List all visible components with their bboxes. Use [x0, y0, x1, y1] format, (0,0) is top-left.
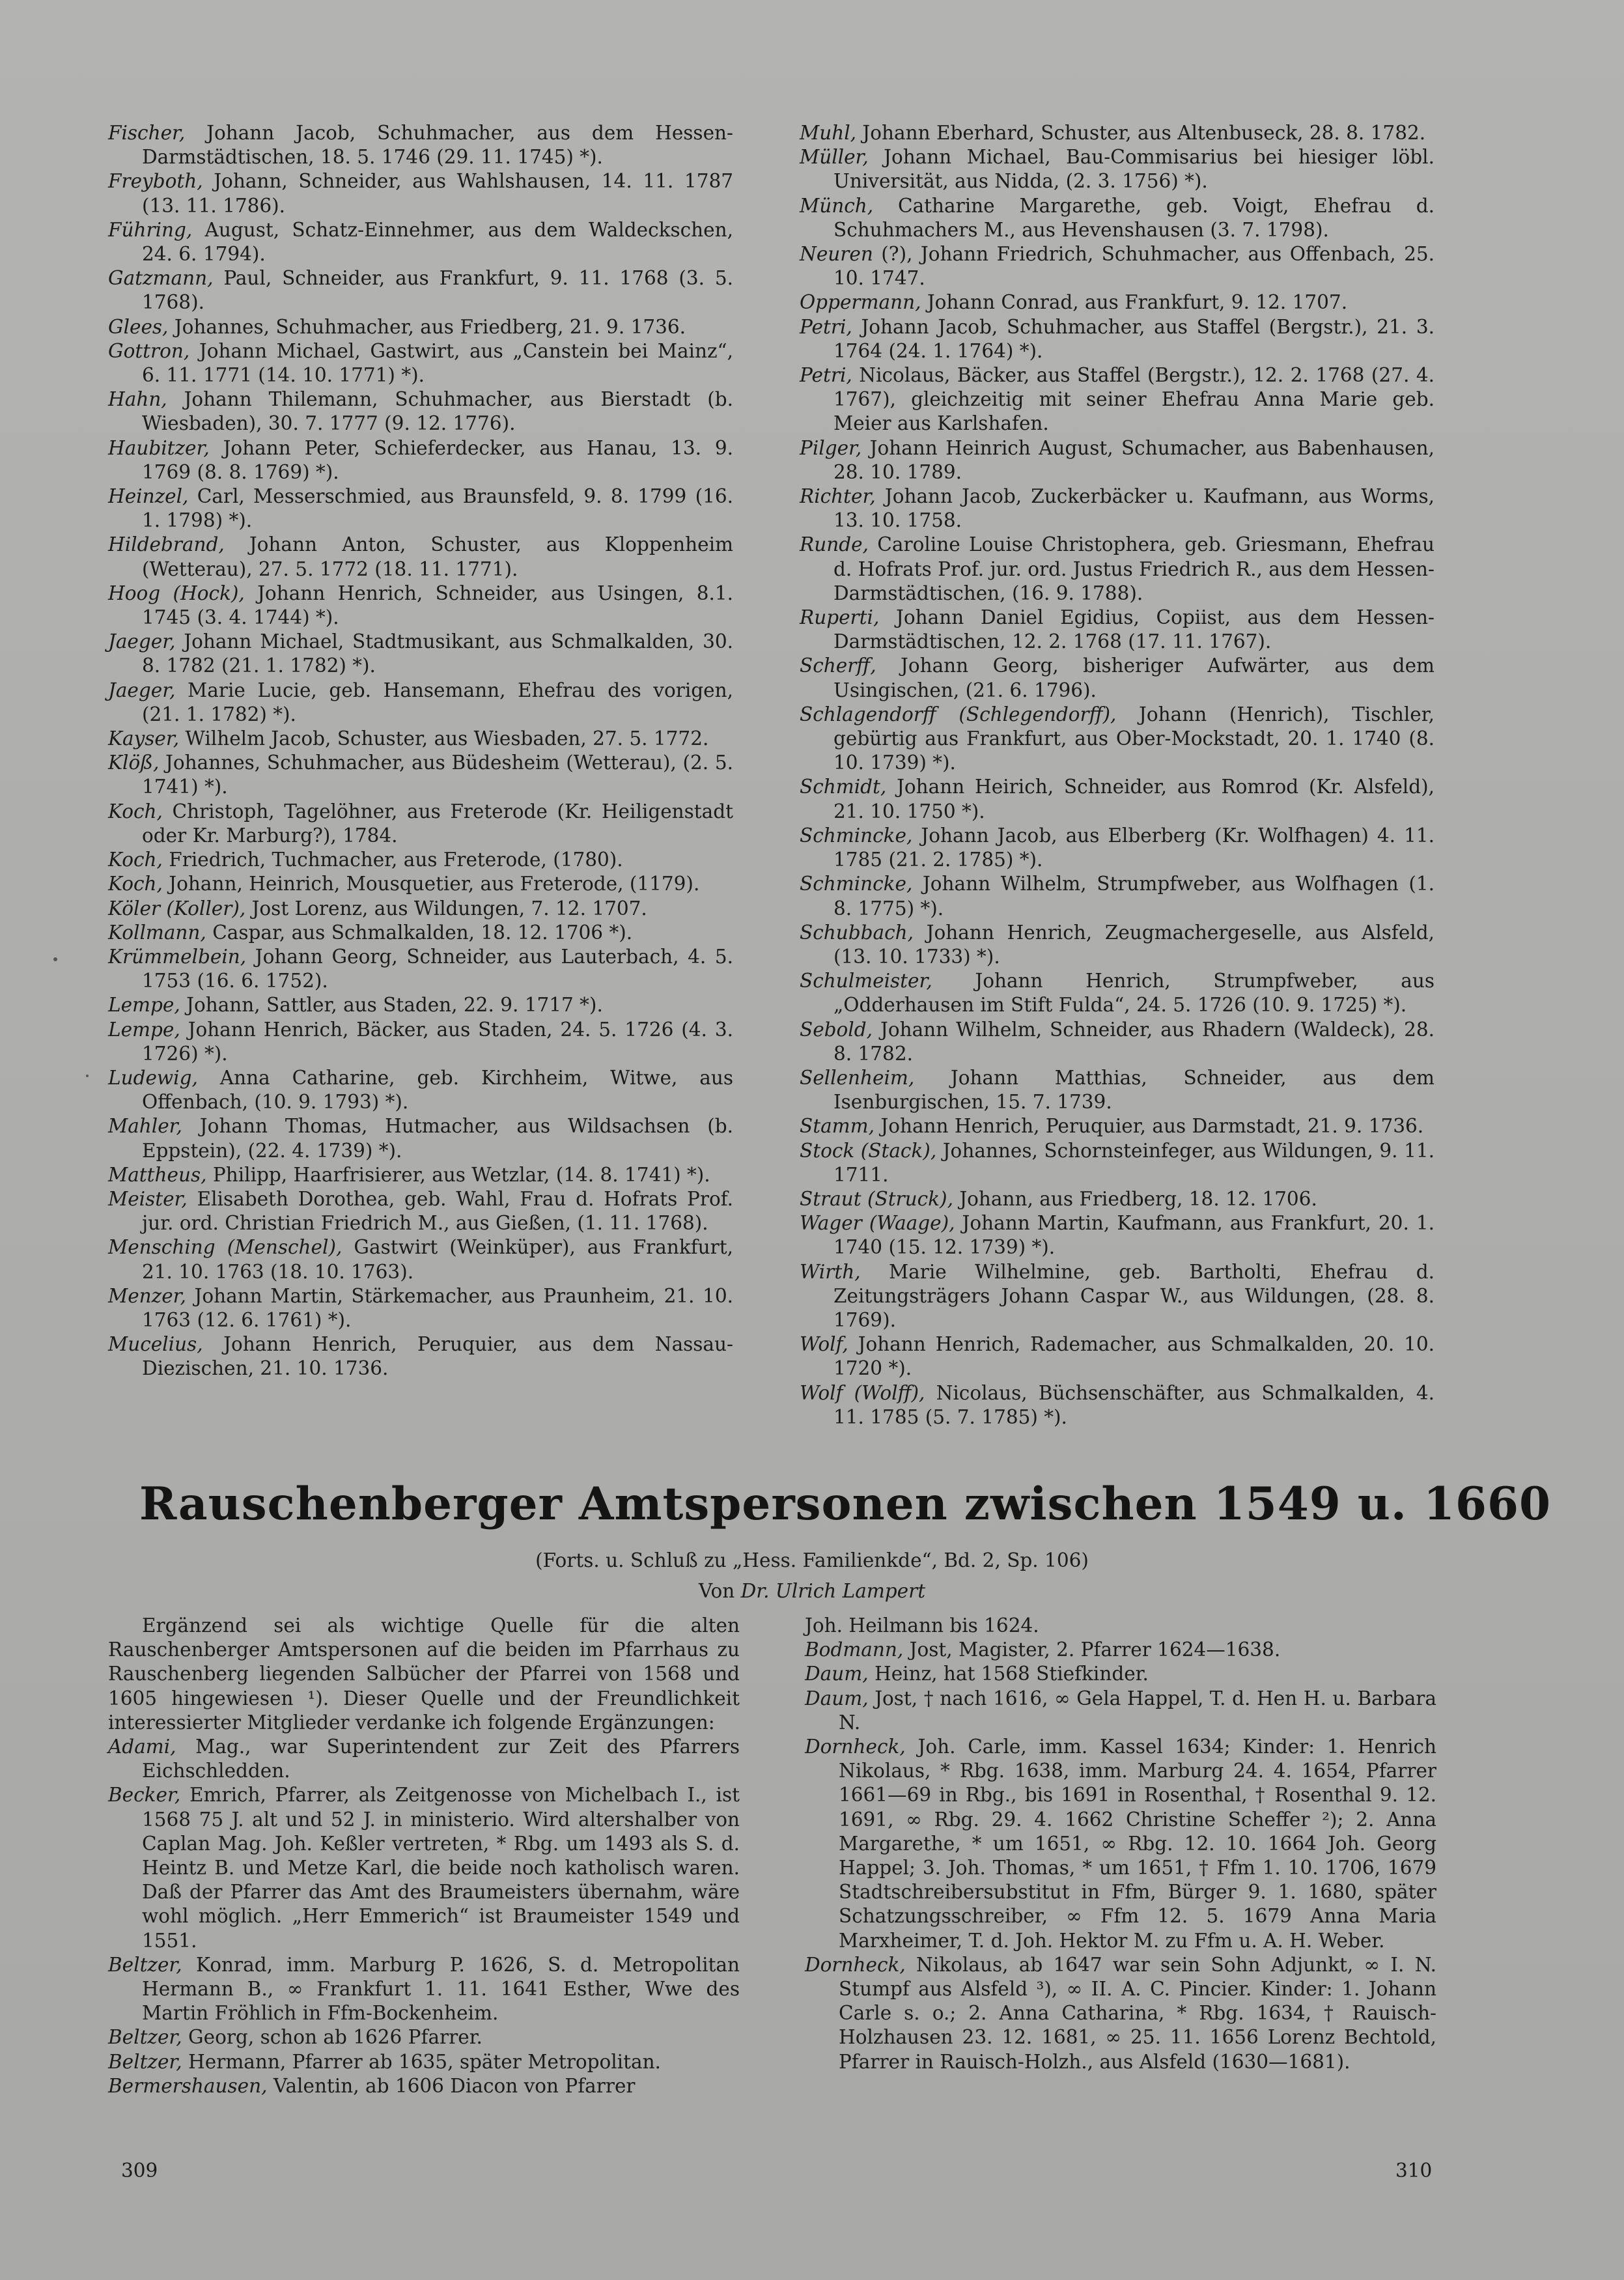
entry-surname: Jaeger, [108, 630, 176, 653]
register-entry [108, 533, 733, 581]
register-entry [800, 436, 1435, 485]
entry-details: Carl, Messerschmied, aus Braunsfeld, 9. 8. 1799 (16. 1. 1798) *). [142, 485, 733, 532]
entry-surname: Mucelius, [108, 1333, 203, 1356]
entry-details: Nicolaus, Büchsenschäfter, aus Schmalkalden, 4. 11. 1785 (5. 7. 1785) *). [833, 1381, 1435, 1428]
entry-details: Johann Jacob, Zuckerbäcker u. Kaufmann, aus Worms, 13. 10. 1758. [833, 485, 1435, 532]
entry-details: Konrad, imm. Marburg P. 1626, S. d. Metropolitan Hermann B., ∞ Frankfurt 1. 11. 1641 Esther, Wwe des Martin Fröhlich in Ffm-Bockenheim. [142, 1953, 740, 2025]
entry-details: Mag., war Superintendent zur Zeit des Pfarrers Eichschledden. [142, 1736, 740, 1782]
register-entry [108, 630, 733, 678]
register-entry [108, 1018, 733, 1066]
right-register-column [800, 121, 1435, 1429]
entry-surname: Gatzmann, [108, 267, 214, 290]
entry-details: Wilhelm Jacob, Schuster, aus Wiesbaden, 27. 5. 1772. [179, 727, 709, 750]
entry-surname: Schmidt, [800, 776, 887, 798]
register-entry [108, 921, 733, 945]
entry-surname: Münch, [800, 194, 874, 217]
entry-surname: Bermershausen, [108, 2074, 268, 2097]
register-entry [108, 1332, 733, 1381]
entry-details: Johann Henrich, Zeugmachergeselle, aus Alsfeld, (13. 10. 1733) *). [833, 921, 1435, 968]
entry-details: Valentin, ab 1606 Diacon von Pfarrer [267, 2074, 636, 2097]
entry-surname: Fischer, [108, 122, 186, 144]
register-entry [108, 993, 733, 1017]
entry-details: Hermann, Pfarrer ab 1635, später Metropolitan. [182, 2050, 661, 2073]
register-entry [800, 654, 1435, 702]
left-register-column [108, 121, 733, 1381]
entry-surname: Hildebrand, [108, 533, 225, 556]
entry-surname: Lempe, [108, 994, 180, 1017]
register-entry [800, 363, 1435, 436]
author-name: Dr. Ulrich Lampert [740, 1580, 926, 1602]
entry-surname: Kayser, [108, 727, 180, 750]
register-entry [805, 1735, 1436, 1953]
register-entry [108, 727, 733, 751]
entry-details: Elisabeth Dorothea, geb. Wahl, Frau d. Hofrats Prof. jur. ord. Christian Friedrich M., aus Gießen, (1. 11. 1768). [142, 1187, 733, 1235]
entry-details: Nicolaus, Bäcker, aus Staffel (Bergstr.), 12. 2. 1768 (27. 4. 1767), gleichzeitig mit seiner Ehefrau Anna Marie geb. Meier aus Karlshafen. [833, 364, 1435, 435]
entry-details: Johann Conrad, aus Frankfurt, 9. 12. 1707. [921, 291, 1348, 314]
register-entry [805, 1953, 1436, 2074]
register-entry [800, 703, 1435, 776]
register-entry [108, 872, 733, 896]
entry-details: Paul, Schneider, aus Frankfurt, 9. 11. 1768 (3. 5. 1768). [142, 267, 733, 314]
register-entry [108, 1235, 733, 1284]
register-entry [800, 121, 1435, 145]
entry-details: Jost, † nach 1616, ∞ Gela Happel, T. d. Hen H. u. Barbara N. [839, 1687, 1436, 1734]
register-entry [805, 1638, 1436, 1662]
entry-surname: Koch, [108, 849, 163, 871]
register-entry [800, 1332, 1435, 1381]
register-entry [800, 1211, 1435, 1260]
register-entry [108, 387, 733, 436]
entry-details: Johann Peter, Schieferdecker, aus Hanau, 13. 9. 1769 (8. 8. 1769) *). [142, 436, 733, 483]
entry-details: Johannes, Schuhmacher, aus Büdesheim (Wetterau), (2. 5. 1741) *). [142, 752, 733, 798]
register-entry [800, 1018, 1435, 1066]
entry-surname: Muhl, [800, 122, 857, 144]
entry-details: Johann, Schneider, aus Wahlshausen, 14. 11. 1787 (13. 11. 1786). [142, 170, 733, 217]
author-prefix: Von [698, 1580, 741, 1602]
entry-details: Johann Wilhelm, Strumpfweber, aus Wolfhagen (1. 8. 1775) *). [833, 873, 1435, 920]
register-entry [800, 1260, 1435, 1333]
entry-surname: Freyboth, [108, 170, 203, 193]
entry-details: Johann Eberhard, Schuster, aus Altenbuseck, 28. 8. 1782. [856, 122, 1426, 144]
register-entry [800, 872, 1435, 920]
entry-surname: Koch, [108, 873, 163, 895]
register-entry [108, 218, 733, 266]
entry-surname: Schlagendorff (Schlegendorff), [800, 703, 1117, 725]
entry-details: Johann Henrich, Peruquier, aus dem Nassau-Diezischen, 21. 10. 1736. [142, 1333, 733, 1380]
entry-details: Caspar, aus Schmalkalden, 18. 12. 1706 *). [206, 921, 633, 944]
entry-details: Johann Henrich, Rademacher, aus Schmalkalden, 20. 10. 1720 *). [833, 1333, 1435, 1380]
entry-details: Caroline Louise Christophera, geb. Griesmann, Ehefrau d. Hofrats Prof. jur. ord. Justus Friedrich R., aus dem Hessen-Darmstädtischen, (16. 9. 1788). [833, 533, 1435, 604]
register-entry [108, 1163, 733, 1187]
entry-surname: Mahler, [108, 1115, 182, 1138]
entry-surname: Schmincke, [800, 873, 913, 895]
entry-details: Johann Henrich, Peruquier, aus Darmstadt, 21. 9. 1736. [874, 1115, 1424, 1138]
entry-details: Johann Matthias, Schneider, aus dem Isenburgischen, 15. 7. 1739. [833, 1066, 1435, 1114]
entry-details: Joh. Carle, imm. Kassel 1634; Kinder: 1. Henrich Nikolaus, * Rbg. 1638, imm. Marburg 24. 4. 1654, Pfarrer 1661—69 in Rbg., bis 1691 in Rosenthal, † Rosenthal 9. 12. 1691, ∞ Rbg. 29. 4. 1662 Christine Scheffer ²); 2. Anna Margarethe, * um 1651, ∞ Rbg. 12. 10. 1664 Joh. Georg Happel; 3. Joh. Thomas, * um 1651, † Ffm 1. 10. 1706, 1679 Stadtschreibersubstitut in Ffm, Bürger 9. 1. 1680, später Schatzungsschreiber, ∞ Ffm 12. 5. 1679 Anna Maria Marxheimer, T. d. Joh. Hektor M. zu Ffm u. A. H. Weber. [839, 1736, 1436, 1952]
register-entry [108, 1114, 733, 1162]
register-entry [805, 1687, 1436, 1735]
entry-details: Catharine Margarethe, geb. Voigt, Ehefrau d. Schuhmachers M., aus Hevenshausen (3. 7. 1798). [833, 194, 1435, 241]
article-author [0, 1579, 1624, 1603]
entry-details: Friedrich, Tuchmacher, aus Freterode, (1780). [162, 849, 623, 871]
entry-surname: Stamm, [800, 1115, 875, 1138]
entry-details: Johann Thomas, Hutmacher, aus Wildsachsen (b. Eppstein), (22. 4. 1739) *). [142, 1115, 733, 1162]
entry-details: Johann, aus Friedberg, 18. 12. 1706. [953, 1187, 1317, 1210]
entry-surname: Mattheus, [108, 1163, 207, 1186]
entry-details: Johann Martin, Stärkemacher, aus Praunheim, 21. 10. 1763 (12. 6. 1761) *). [142, 1284, 733, 1331]
entry-surname: Sebold, [800, 1018, 873, 1041]
register-entry [108, 121, 733, 169]
register-entry [800, 194, 1435, 242]
entry-surname: Menzer, [108, 1284, 186, 1307]
entry-surname: Koch, [108, 800, 163, 823]
article-left-column [108, 1614, 740, 2098]
entry-surname: Ludewig, [108, 1066, 198, 1089]
entry-surname: Pilger, [800, 436, 862, 459]
entry-surname: Scherff, [800, 654, 876, 677]
entry-surname: Hoog (Hock), [108, 582, 245, 604]
entry-details: Johann, Heinrich, Mousquetier, aus Freterode, (1179). [162, 873, 700, 895]
entry-details: Gastwirt (Weinküper), aus Frankfurt, 21. 10. 1763 (18. 10. 1763). [142, 1236, 733, 1283]
entry-surname: Dornheck, [805, 1953, 906, 1976]
entry-details: Marie Lucie, geb. Hansemann, Ehefrau des vorigen, (21. 1. 1782) *). [142, 679, 733, 725]
article-subtitle: (Forts. u. Schluß zu „Hess. Familienkde“, Bd. 2, Sp. 106) [535, 1549, 1089, 1571]
entry-surname: Daum, [805, 1663, 869, 1685]
entry-surname: Runde, [800, 533, 869, 556]
entry-surname: Hahn, [108, 388, 167, 411]
register-entry [108, 2074, 740, 2098]
entry-surname: Sellenheim, [800, 1066, 915, 1089]
page-number-left: 309 [121, 2160, 158, 2182]
entry-surname: Becker, [108, 1784, 181, 1807]
entry-details: Johann Michael, Stadtmusikant, aus Schmalkalden, 30. 8. 1782 (21. 1. 1782) *). [142, 630, 733, 677]
entry-details: Johann Daniel Egidius, Copiist, aus dem Hessen-Darmstädtischen, 12. 2. 1768 (17. 11. 1767). [833, 606, 1435, 653]
entry-surname: Führing, [108, 218, 193, 241]
entry-surname: Beltzer, [108, 2050, 182, 2073]
register-entry [800, 1381, 1435, 1429]
entry-surname: Kollmann, [108, 921, 206, 944]
entry-surname: Klöß, [108, 752, 160, 774]
entry-details: Johann (Henrich), Tischler, gebürtig aus Frankfurt, aus Ober-Mockstadt, 20. 1. 1740 (8. 10. 1739) *). [833, 703, 1435, 774]
entry-surname: Ruperti, [800, 606, 880, 629]
register-entry [108, 169, 733, 218]
entry-details: Johann Jacob, Schuhmacher, aus dem Hessen-Darmstädtischen, 18. 5. 1746 (29. 11. 1745) *). [142, 122, 733, 169]
entry-details: Johann Martin, Kaufmann, aus Frankfurt, 20. 1. 1740 (15. 12. 1739) *). [833, 1212, 1435, 1259]
entry-details: Johann Jacob, Schuhmacher, aus Staffel (Bergstr.), 21. 3. 1764 (24. 1. 1764) *). [833, 315, 1435, 362]
register-entry [108, 436, 733, 485]
register-entry [108, 679, 733, 727]
entry-details: Johann Henrich, Bäcker, aus Staden, 24. 5. 1726 (4. 3. 1726) *). [142, 1018, 733, 1065]
entry-surname: Beltzer, [108, 2026, 182, 2049]
entry-surname: Glees, [108, 315, 169, 338]
entry-surname: Bodmann, [805, 1639, 904, 1661]
register-entry [108, 945, 733, 993]
entry-surname: Heinzel, [108, 485, 189, 508]
register-entry [108, 751, 733, 799]
register-entry [800, 485, 1435, 533]
register-entry [800, 824, 1435, 872]
register-entry [108, 897, 733, 921]
register-entry [108, 1284, 733, 1332]
entry-details: Johann, Sattler, aus Staden, 22. 9. 1717 *). [180, 994, 603, 1017]
entry-details: Johann Georg, bisheriger Aufwärter, aus dem Usingischen, (21. 6. 1796). [833, 654, 1435, 701]
print-speck [86, 1075, 89, 1077]
entry-surname: Adami, [108, 1736, 176, 1758]
entry-details: Johann Henrich, Strumpfweber, aus „Odderhausen im Stift Fulda“, 24. 5. 1726 (10. 9. 1725) *). [833, 970, 1435, 1017]
article-right-lead: Joh. Heilmann bis 1624. [805, 1614, 1039, 1637]
entry-details: Philipp, Haarfrisierer, aus Wetzlar, (14. 8. 1741) *). [206, 1163, 710, 1186]
register-entry [800, 1114, 1435, 1138]
register-entry [800, 1066, 1435, 1114]
entry-surname: Meister, [108, 1187, 188, 1210]
entry-surname: Schulmeister, [800, 970, 932, 992]
register-entry [800, 775, 1435, 823]
entry-details: Jost, Magister, 2. Pfarrer 1624—1638. [903, 1639, 1281, 1661]
entry-surname: Schmincke, [800, 824, 913, 847]
entry-surname: Mensching (Menschel), [108, 1236, 343, 1259]
entry-surname: Wager (Waage), [800, 1212, 955, 1235]
entry-details: Johann Anton, Schuster, aus Kloppenheim (Wetterau), 27. 5. 1772 (18. 11. 1771). [142, 533, 733, 580]
register-entry [800, 606, 1435, 654]
register-entry [800, 1139, 1435, 1187]
article-right-column [805, 1614, 1436, 2074]
register-entry [108, 582, 733, 630]
register-entry [800, 969, 1435, 1017]
entry-details: Anna Catharine, geb. Kirchheim, Witwe, aus Offenbach, (10. 9. 1793) *). [142, 1066, 733, 1114]
print-speck [53, 957, 57, 961]
register-entry [800, 921, 1435, 969]
entry-surname: Köler (Koller), [108, 897, 246, 920]
entry-surname: Oppermann, [800, 291, 921, 314]
register-entry [108, 1066, 733, 1114]
register-entry [108, 266, 733, 315]
entry-details: Johannes, Schuhmacher, aus Friedberg, 21. 9. 1736. [168, 315, 686, 338]
register-entry [108, 339, 733, 387]
entry-details: Johann Heirich, Schneider, aus Romrod (Kr. Alsfeld), 21. 10. 1750 *). [833, 776, 1435, 823]
entry-details: Johann Michael, Gastwirt, aus „Canstein bei Mainz“, 6. 11. 1771 (14. 10. 1771) *). [142, 339, 733, 387]
register-entry [800, 290, 1435, 315]
entry-surname: Schubbach, [800, 921, 914, 944]
entry-details: August, Schatz-Einnehmer, aus dem Waldeckschen, 24. 6. 1794). [142, 218, 733, 266]
entry-details: Jost Lorenz, aus Wildungen, 7. 12. 1707. [245, 897, 647, 920]
entry-details: Georg, schon ab 1626 Pfarrer. [182, 2026, 483, 2049]
register-entry [800, 533, 1435, 606]
entry-surname: Haubitzer, [108, 436, 210, 459]
entry-surname: Wolf, [800, 1333, 848, 1356]
entry-details: Johann Thilemann, Schuhmacher, aus Bierstadt (b. Wiesbaden), 30. 7. 1777 (9. 12. 1776). [142, 388, 733, 435]
entry-surname: Stock (Stack), [800, 1139, 937, 1162]
entry-surname: Lempe, [108, 1018, 180, 1041]
entry-details: (?), Johann Friedrich, Schuhmacher, aus Offenbach, 25. 10. 1747. [833, 243, 1435, 290]
entry-details: Heinz, hat 1568 Stiefkinder. [868, 1663, 1149, 1685]
entry-surname: Straut (Struck), [800, 1187, 953, 1210]
entry-details: Johann Jacob, aus Elberberg (Kr. Wolfhagen) 4. 11. 1785 (21. 2. 1785) *). [833, 824, 1435, 871]
register-entry [108, 1783, 740, 1952]
entry-surname: Neuren [800, 243, 873, 266]
register-entry [108, 485, 733, 533]
entry-surname: Wirth, [800, 1260, 861, 1283]
register-entry [800, 315, 1435, 363]
entry-details: Nikolaus, ab 1647 war sein Sohn Adjunkt, ∞ I. N. Stumpf aus Alsfeld ³), ∞ II. A. C. Pincier. Kinder: 1. Johann Carle s. o.; 2. Anna Catharina, * Rbg. 1634, † Rauisch-Holzhausen 23. 12. 1681, ∞ 25. 11. 1656 Lorenz Bechtold, Pfarrer in Rauisch-Holzh., aus Alsfeld (1630—1681). [839, 1953, 1436, 2073]
article-intro: Ergänzend sei als wichtige Quelle für die alten Rauschenberger Amtspersonen auf die beiden im Pfarrhaus zu Rauschenberg liegenden Salbücher der Pfarrei von 1568 und 1605 hingewiesen ¹). Dieser Quelle und der Freundlichkeit interessierter Mitglieder verdanke ich folgende Ergänzungen: [108, 1614, 740, 1734]
article-title: Rauschenberger Amtspersonen zwischen 1549 u. 1660 [139, 1478, 1552, 1530]
register-entry [108, 1953, 740, 2026]
register-entry [800, 145, 1435, 193]
entry-surname: Krümmelbein, [108, 945, 247, 968]
entry-surname: Daum, [805, 1687, 869, 1710]
entry-details: Emrich, Pfarrer, als Zeitgenosse von Michelbach I., ist 1568 75 J. alt und 52 J. in ministerio. Wird altershalber von Caplan Mag. Joh. Keßler vertreten, * Rbg. um 1493 als S. d. Heintz B. und Metze Karl, die beide noch katholisch waren. Daß der Pfarrer das Amt des Braumeisters übernahm, wäre wohl möglich. „Herr Emmerich“ ist Braumeister 1549 und 1551. [142, 1784, 740, 1952]
entry-surname: Petri, [800, 315, 852, 338]
entry-surname: Beltzer, [108, 1953, 182, 1976]
register-entry [108, 800, 733, 848]
register-entry [108, 1735, 740, 1783]
entry-surname: Wolf (Wolff), [800, 1381, 925, 1404]
entry-details: Johann Georg, Schneider, aus Lauterbach, 4. 5. 1753 (16. 6. 1752). [142, 945, 733, 992]
register-entry [108, 315, 733, 339]
entry-surname: Richter, [800, 485, 876, 508]
entry-surname: Dornheck, [805, 1736, 906, 1758]
register-entry [108, 2025, 740, 2049]
entry-surname: Petri, [800, 364, 852, 387]
register-entry [108, 848, 733, 872]
register-entry [108, 2050, 740, 2074]
register-entry [800, 1187, 1435, 1211]
entry-surname: Gottron, [108, 339, 190, 362]
entry-surname: Müller, [800, 146, 869, 169]
entry-surname: Jaeger, [108, 679, 176, 701]
entry-details: Johann Heinrich August, Schumacher, aus Babenhausen, 28. 10. 1789. [833, 436, 1435, 483]
register-entry [108, 1187, 733, 1235]
register-entry [805, 1662, 1436, 1686]
entry-details: Johann Wilhelm, Schneider, aus Rhadern (Waldeck), 28. 8. 1782. [833, 1018, 1435, 1065]
page-number-right: 310 [1395, 2160, 1433, 2182]
entry-details: Christoph, Tagelöhner, aus Freterode (Kr. Heiligenstadt oder Kr. Marburg?), 1784. [142, 800, 733, 847]
register-entry [800, 242, 1435, 290]
entry-details: Johann Michael, Bau-Commisarius bei hiesiger löbl. Universität, aus Nidda, (2. 3. 1756) *). [833, 146, 1435, 193]
entry-details: Johann Henrich, Schneider, aus Usingen, 8.1. 1745 (3. 4. 1744) *). [142, 582, 733, 629]
entry-details: Marie Wilhelmine, geb. Bartholti, Ehefrau d. Zeitungsträgers Johann Caspar W., aus Wildungen, (28. 8. 1769). [833, 1260, 1435, 1331]
entry-details: Johannes, Schornsteinfeger, aus Wildungen, 9. 11. 1711. [833, 1139, 1435, 1186]
